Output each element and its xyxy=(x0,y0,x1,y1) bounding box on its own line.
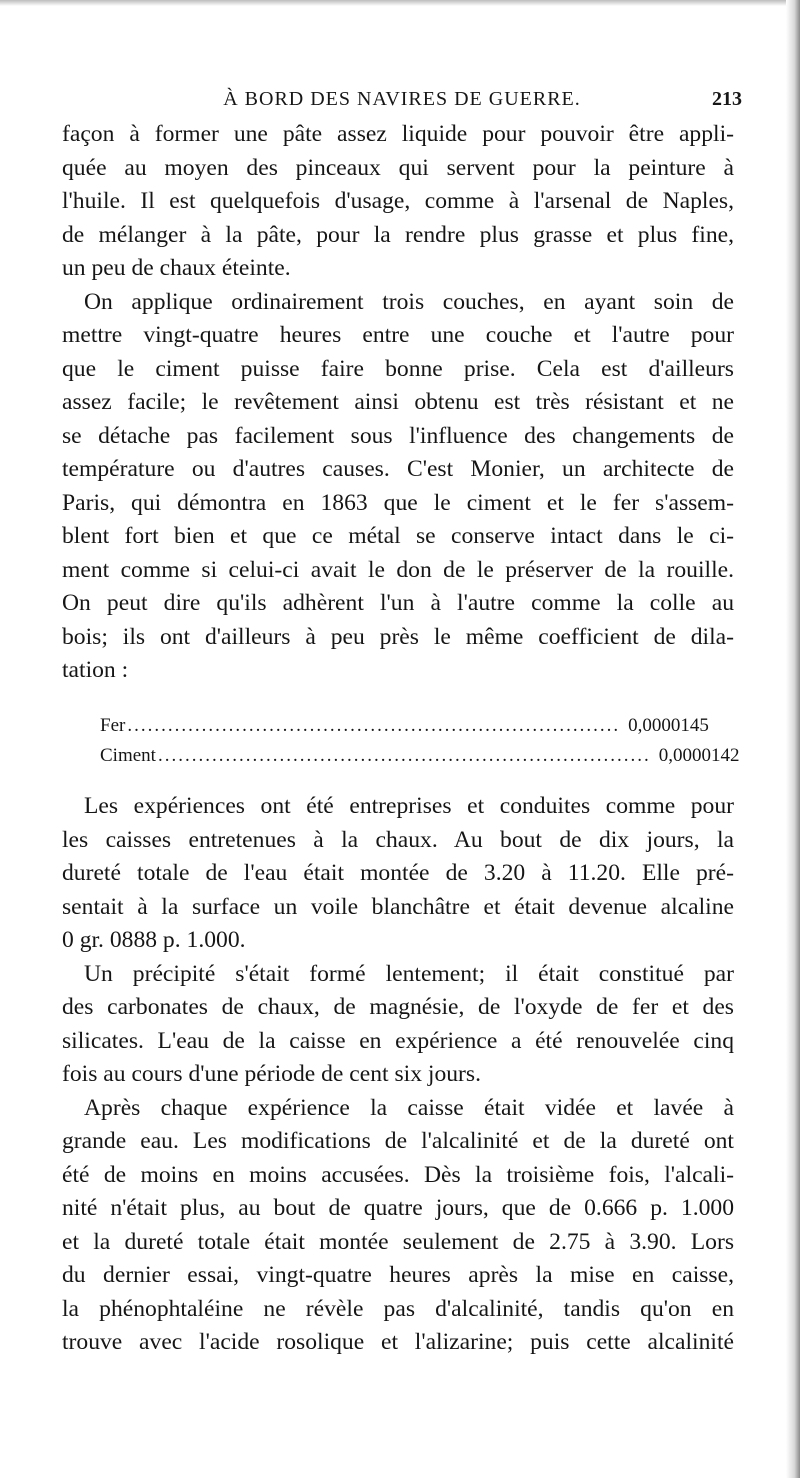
dilatation-coefficient-table xyxy=(100,715,740,775)
text-line: que le ciment puisse faire bonne prise. Cela est d'ailleurs xyxy=(62,355,734,382)
text-line: un peu de chaux éteinte. xyxy=(62,255,291,281)
paragraph-2 xyxy=(62,286,734,688)
text-line: fois au cours d'une période de cent six jours. xyxy=(62,1061,481,1087)
text-block-lower xyxy=(62,790,734,1360)
text-line: Un précipité s'était formé lentement; il était constitué par xyxy=(84,960,734,987)
text-line: de mélanger à la pâte, pour la rendre plus grasse et plus fine, xyxy=(62,221,734,248)
leader-dots: ......................................................................... xyxy=(127,715,621,736)
text-line: la phénophtaléine ne révèle pas d'alcalinité, tandis qu'on en xyxy=(62,1295,734,1322)
text-line: Les expériences ont été entreprises et conduites comme pour xyxy=(84,793,734,819)
text-line: On peut dire qu'ils adhèrent l'un à l'autre comme la colle au xyxy=(62,590,734,616)
text-line: nité n'était plus, au bout de quatre jours, que de 0.666 p. 1.000 xyxy=(62,1195,734,1221)
table-row-fer xyxy=(100,715,709,745)
text-line: Après chaque expérience la caisse était vidée et lavée à xyxy=(84,1094,734,1121)
text-line: température ou d'autres causes. C'est Monier, un architecte de xyxy=(62,456,734,482)
row-value: 0,0000142 xyxy=(658,745,740,766)
text-line: 0 gr. 0888 p. 1.000. xyxy=(62,927,246,953)
text-line: l'huile. Il est quelquefois d'usage, comme à l'arsenal de Naples, xyxy=(62,188,734,214)
text-line: Paris, qui démontra en 1863 que le ciment et le fer s'assem- xyxy=(62,489,734,516)
text-line: et la dureté totale était montée seulement de 2.75 à 3.90. Lors xyxy=(62,1228,734,1255)
text-line: grande eau. Les modifications de l'alcalinité et de la dureté ont xyxy=(62,1128,734,1154)
page-binding-shadow xyxy=(786,0,800,1478)
table-row-ciment xyxy=(100,745,740,775)
paragraph-5 xyxy=(62,1092,734,1360)
text-line: quée au moyen des pinceaux qui servent pour la peinture à xyxy=(62,154,734,181)
text-line: silicates. L'eau de la caisse en expérience a été renouvelée cinq xyxy=(62,1027,734,1054)
row-label: Fer xyxy=(100,715,126,736)
row-label: Ciment xyxy=(100,745,156,766)
text-line: façon à former une pâte assez liquide pour pouvoir être appli- xyxy=(62,121,734,147)
text-line: des carbonates de chaux, de magnésie, de l'oxyde de fer et des xyxy=(62,994,734,1020)
running-header xyxy=(62,88,742,116)
page-number: 213 xyxy=(712,88,742,110)
leader-dots: ......................................................................... xyxy=(157,745,651,766)
row-value: 0,0000145 xyxy=(628,715,709,736)
page-top-edge xyxy=(0,0,800,6)
paragraph-1 xyxy=(62,118,734,286)
text-line: assez facile; le revêtement ainsi obtenu est très résistant et ne xyxy=(62,389,734,415)
text-block-upper xyxy=(62,118,734,688)
text-line: tation : xyxy=(62,657,129,683)
text-line: sentait à la surface un voile blanchâtre et était devenue alcaline xyxy=(62,893,734,920)
text-line: bois; ils ont d'ailleurs à peu près le même coefficient de dila- xyxy=(62,623,734,650)
text-line: blent fort bien et que ce métal se conserve intact dans le ci- xyxy=(62,523,734,549)
paragraph-4 xyxy=(62,958,734,1092)
text-line: mettre vingt-quatre heures entre une couche et l'autre pour xyxy=(62,322,734,348)
text-line: dureté totale de l'eau était montée de 3.20 à 11.20. Elle pré- xyxy=(62,860,734,886)
text-line: trouve avec l'acide rosolique et l'alizarine; puis cette alcalinité xyxy=(62,1329,734,1355)
text-line: ment comme si celui-ci avait le don de le préserver de la rouille. xyxy=(62,556,734,583)
text-line: se détache pas facilement sous l'influence des changements de xyxy=(62,422,734,449)
running-title: À BORD DES NAVIRES DE GUERRE. xyxy=(223,88,581,110)
text-line: On applique ordinairement trois couches, en ayant soin de xyxy=(84,288,734,315)
paragraph-3 xyxy=(62,790,734,958)
text-line: du dernier essai, vingt-quatre heures après la mise en caisse, xyxy=(62,1262,734,1288)
text-line: été de moins en moins accusées. Dès la troisième fois, l'alcali- xyxy=(62,1161,734,1188)
text-line: les caisses entretenues à la chaux. Au bout de dix jours, la xyxy=(62,826,734,853)
